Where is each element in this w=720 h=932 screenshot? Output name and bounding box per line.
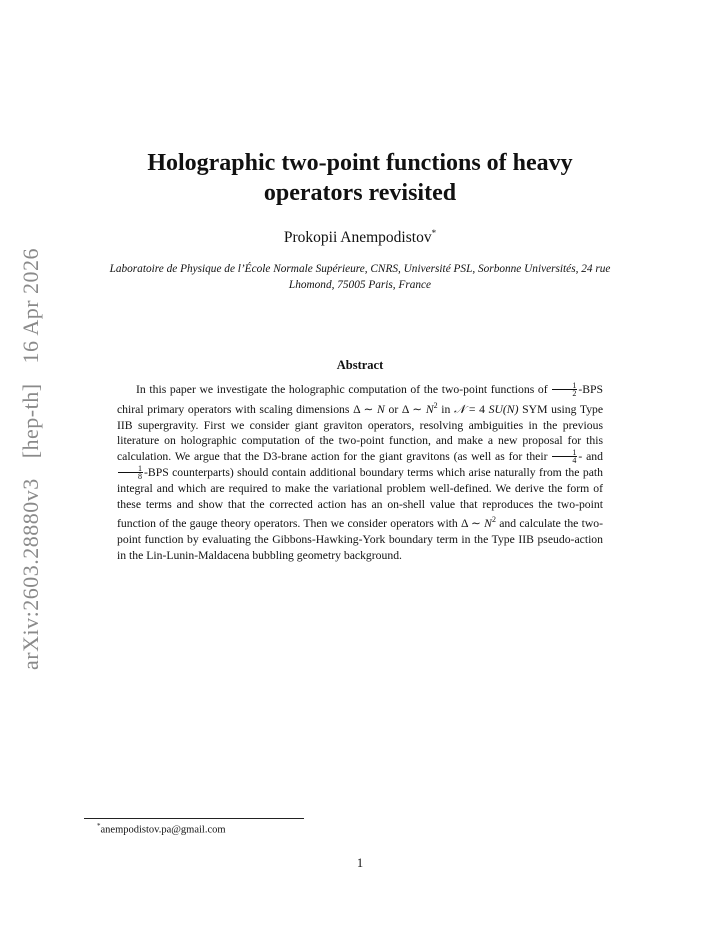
author-line (100, 228, 620, 247)
arxiv-category: [hep-th] (18, 383, 43, 459)
paper-title: Holographic two-point functions of heavy operators revisited (147, 150, 573, 206)
abstract-text-2: -BPS chiral primary operators with scaling dimensions Δ ∼ (117, 383, 604, 416)
abstract-text-6: SYM using Type IIB supergravity. First we consider giant graviton operators, resolving ambiguities in the previous literature on holographic computation of the two-point function, and make a new proposal for this calculation. We argue that the D3-brane action for the giant gravitons (as well as for their (117, 402, 604, 464)
fraction-one-half: $\frac{1}{2}$ (552, 382, 577, 397)
fraction-one-quarter: $\frac{1}{4}$ (552, 449, 577, 464)
abstract-heading: Abstract (336, 358, 384, 372)
arxiv-id: arXiv:2603.28880v3 (18, 478, 43, 670)
math-N: N (377, 402, 385, 416)
math-SU-N: SU(N) (488, 402, 519, 416)
footnote (97, 822, 226, 836)
abstract-body (117, 382, 603, 564)
fraction-one-eighth: $\frac{1}{8}$ (118, 465, 143, 480)
abstract-text-4: in (441, 402, 451, 416)
abstract-text-8: -BPS counterparts) should contain additional boundary terms which arise naturally from the path integral and which are required to make the variational problem well-defined. We derive the form of these terms and show that the corrected action has an on-shell value that reproduces the two-point function of the gauge theory operators. Then we consider operators with Δ ∼ (117, 465, 603, 531)
author-name: Prokopii Anempodistov (283, 229, 432, 247)
abstract-text-1: In this paper we investigate the holographic computation of the two-point functions of (136, 383, 548, 396)
footnote-email: anempodistov.pa@gmail.com (100, 824, 226, 836)
abstract-text-3: or Δ ∼ (388, 402, 423, 416)
affiliation: Laboratoire de Physique de l’École Normale Supérieure, CNRS, Université PSL, Sorbonne Universités, 24 rue Lhomond, 75005 Paris, France (109, 263, 611, 291)
author-footnote-mark: * (431, 228, 437, 238)
page-number: 1 (356, 856, 364, 870)
abstract-text-5: = 4 (468, 402, 485, 416)
abstract-text-7: - and (578, 450, 603, 464)
math-N-squared: $N^2$ (425, 400, 438, 416)
footnote-mark: * (97, 822, 101, 830)
arxiv-date: 16 Apr 2026 (18, 247, 43, 364)
arxiv-identifier-stamp (18, 234, 44, 670)
math-script-N: 𝒩 (454, 402, 466, 416)
abstract-text-9: and calculate the two-point function by evaluating the Gibbons-Hawking-York boundary term in the Type IIB pseudo-action in the Lin-Lunin-Maldacena bubbling geometry background. (117, 517, 604, 562)
footnote-rule (84, 818, 304, 819)
math-N-squared-2: $N^2$ (484, 515, 496, 531)
